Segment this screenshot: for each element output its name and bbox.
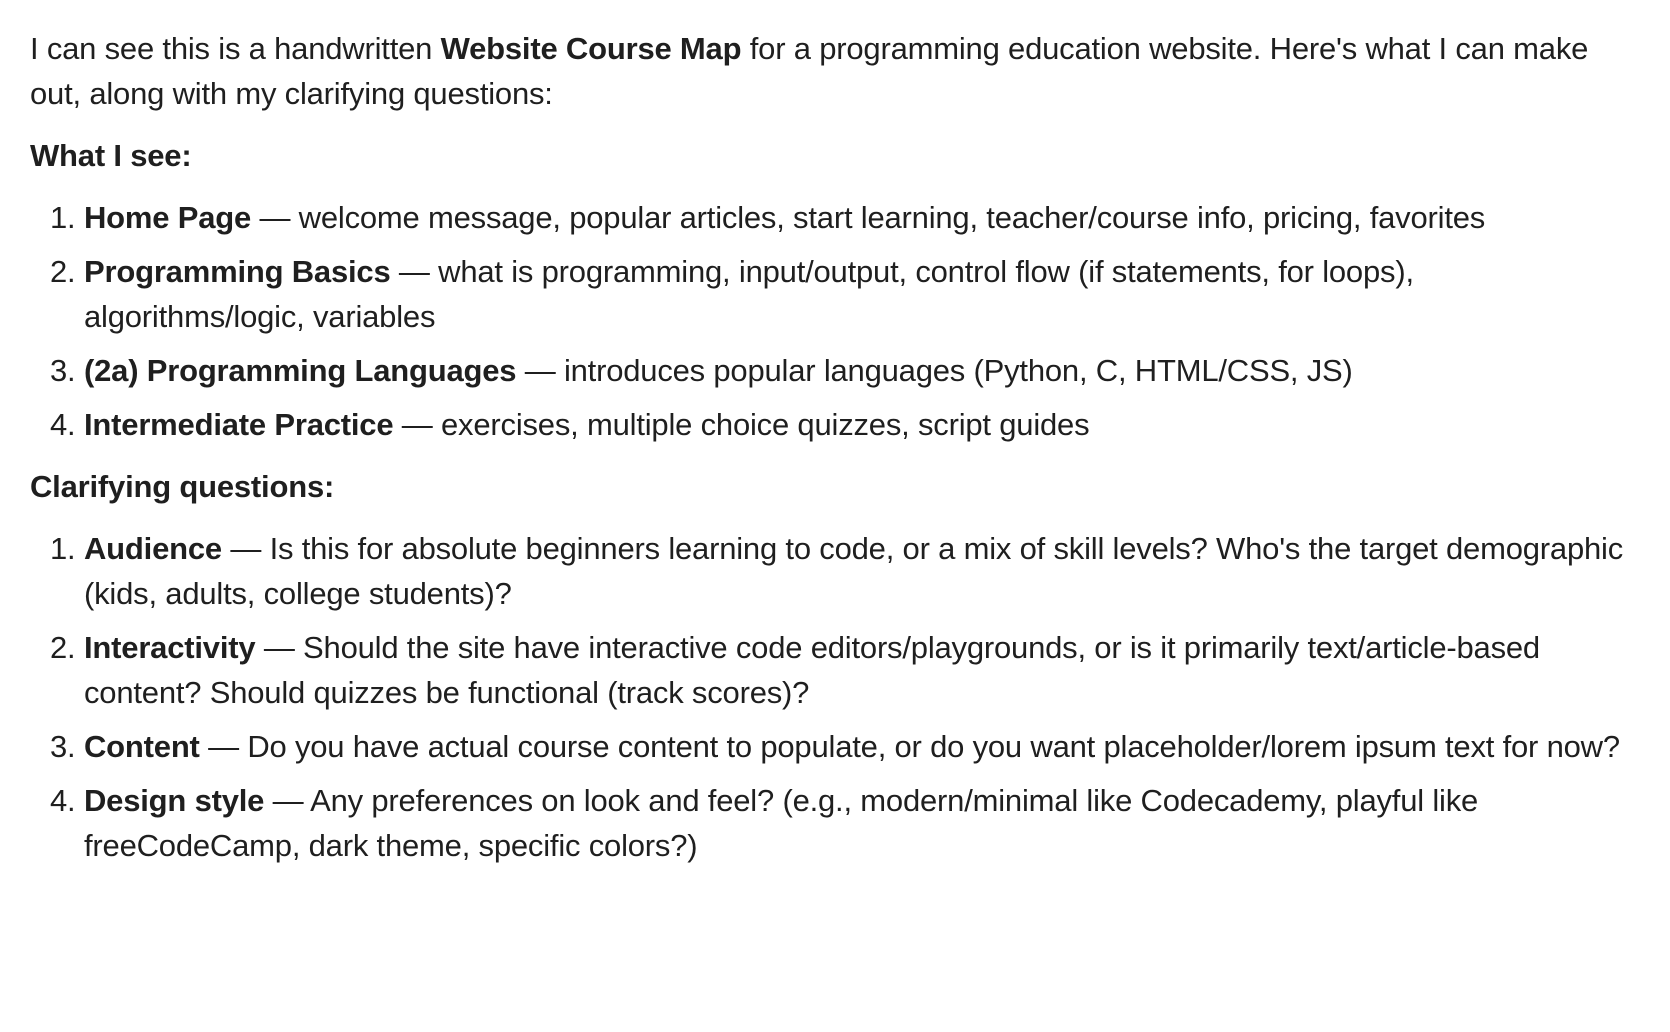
list-item-text: — welcome message, popular articles, start learning, teacher/course info, pricing, favorites: [251, 200, 1486, 235]
intro-paragraph: [30, 26, 1640, 116]
list-item: [30, 778, 1640, 868]
questions-list: [30, 526, 1640, 868]
list-item-number: 2.: [50, 630, 76, 665]
list-item-title: Programming Basics: [84, 254, 391, 289]
intro-text-before: I can see this is a handwritten: [30, 31, 441, 66]
list-item-text: — Do you have actual course content to populate, or do you want placeholder/lorem ipsum text for now?: [199, 729, 1620, 764]
list-item-title: Home Page: [84, 200, 252, 235]
list-item-number: 3.: [50, 353, 76, 388]
list-item-text: — Any preferences on look and feel? (e.g., modern/minimal like Codecademy, playful like freeCodeCamp, dark theme, specific colors?): [84, 783, 1479, 863]
list-item-title: (2a) Programming Languages: [84, 353, 517, 388]
list-item-title: Content: [84, 729, 200, 764]
list-item-number: 2.: [50, 254, 76, 289]
list-item-title: Intermediate Practice: [84, 407, 394, 442]
list-item-number: 3.: [50, 729, 76, 764]
questions-heading: Clarifying questions:: [30, 469, 335, 504]
list-item-title: Audience: [84, 531, 222, 566]
list-item-number: 1.: [50, 531, 76, 566]
list-item-text: — Is this for absolute beginners learning to code, or a mix of skill levels? Who's the target demographic (kids, adults, college students)?: [84, 531, 1624, 611]
list-item-title: Interactivity: [84, 630, 256, 665]
list-item: [30, 724, 1640, 769]
intro-text-after: for a programming education website. Here's what I can make out, along with my clarifying questions:: [30, 31, 1589, 111]
list-item: [30, 249, 1640, 339]
see-list: [30, 195, 1640, 447]
list-item-number: 1.: [50, 200, 76, 235]
list-item-text: — introduces popular languages (Python, C, HTML/CSS, JS): [516, 353, 1353, 388]
list-item: [30, 625, 1640, 715]
see-heading: What I see:: [30, 138, 192, 173]
list-item-number: 4.: [50, 407, 76, 442]
list-item-title: Design style: [84, 783, 265, 818]
list-item-number: 4.: [50, 783, 76, 818]
list-item-text: — what is programming, input/output, control flow (if statements, for loops), algorithms/logic, variables: [84, 254, 1414, 334]
list-item: [30, 526, 1640, 616]
list-item: [30, 402, 1640, 447]
intro-text-bold: Website Course Map: [440, 31, 742, 66]
list-item-text: — Should the site have interactive code editors/playgrounds, or is it primarily text/article-based content? Should quizzes be functional (track scores)?: [84, 630, 1540, 710]
list-item: [30, 348, 1640, 393]
list-item-text: — exercises, multiple choice quizzes, script guides: [393, 407, 1090, 442]
list-item: [30, 195, 1640, 240]
